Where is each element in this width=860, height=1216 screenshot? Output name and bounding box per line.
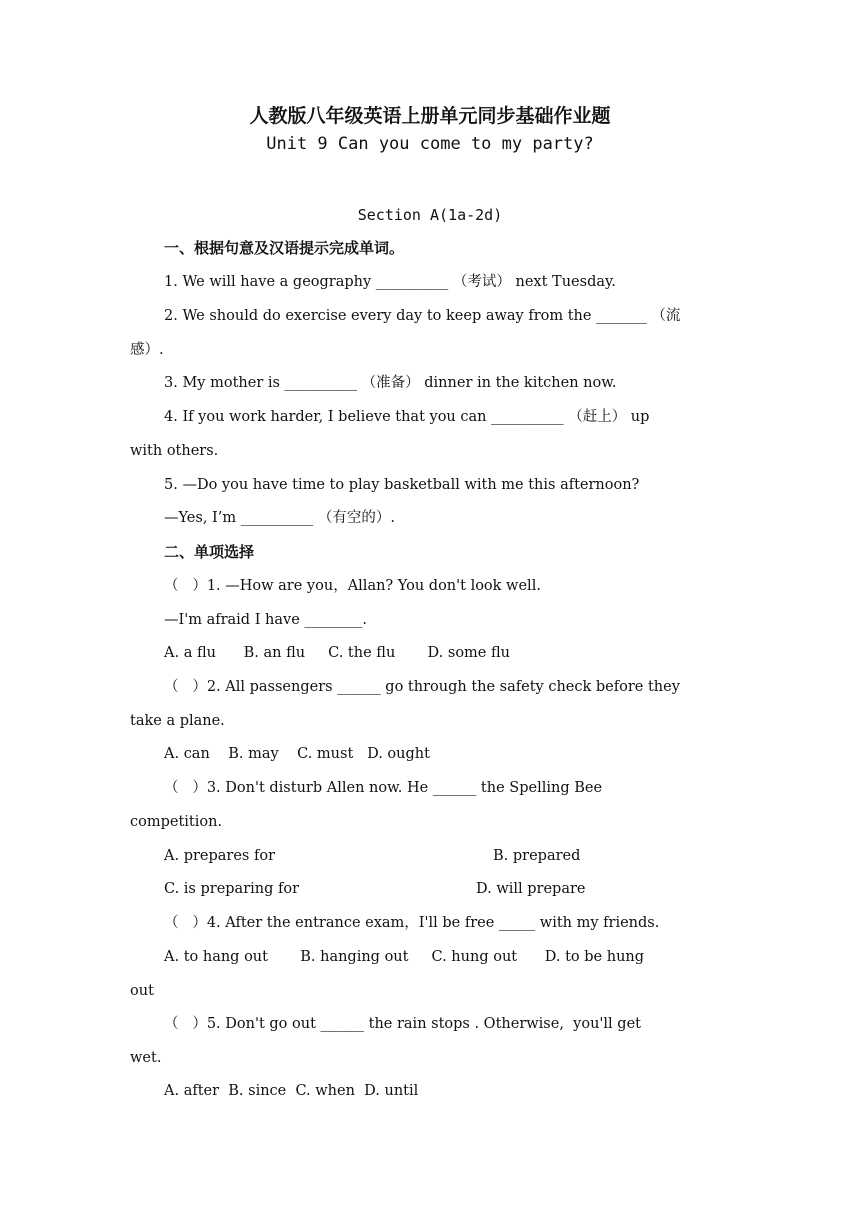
part2-question-5-options: A. after B. since C. when D. until [164, 1083, 419, 1099]
part1-question-2-line2: 感）. [130, 342, 164, 358]
part1-question-5-line1: 5. —Do you have time to play basketball with me this afternoon? [164, 477, 640, 493]
part1-question-1: 1. We will have a geography __________ （考试） next Tuesday. [164, 274, 616, 290]
part2-question-3-option-c: C. is preparing for [164, 881, 300, 897]
page-title: 人教版八年级英语上册单元同步基础作业题 [249, 105, 611, 127]
part2-question-3-option-a: A. prepares for [164, 848, 276, 864]
part1-heading: 一、根据句意及汉语提示完成单词。 [164, 239, 405, 257]
part1-question-4-line2: with others. [130, 443, 219, 459]
part2-question-3-line2: competition. [130, 814, 223, 830]
part2-question-3-option-d: D. will prepare [476, 881, 586, 897]
part2-question-5-line2: wet. [130, 1050, 162, 1066]
part2-question-2-line2: take a plane. [130, 713, 225, 729]
part2-question-3-option-b: B. prepared [493, 848, 581, 864]
part1-question-5-line2: —Yes, I’m __________ （有空的）. [164, 510, 395, 526]
unit-title: Unit 9 Can you come to my party? [266, 134, 594, 154]
part2-question-4-line1: （ ）4. After the entrance exam，I'll be free _____ with my friends. [164, 915, 660, 931]
part2-question-2-line1: （ ）2. All passengers ______ go through the safety check before they [164, 679, 680, 695]
part2-question-1-line2: —I'm afraid I have ________. [164, 612, 367, 628]
part2-question-5-line1: （ ）5. Don't go out ______ the rain stops . Otherwise, you'll get [164, 1016, 641, 1032]
part2-question-4-line2: A. to hang out B. hanging out C. hung out D. to be hung [164, 949, 645, 965]
part1-question-2-line1: 2. We should do exercise every day to keep away from the _______ （流 [164, 308, 681, 324]
part2-question-4-line3: out [130, 983, 154, 999]
part2-question-1-options: A. a flu B. an flu C. the flu D. some flu [164, 645, 511, 661]
section-title: Section A(1a-2d) [357, 206, 503, 224]
part1-question-3: 3. My mother is __________ （准备） dinner in the kitchen now. [164, 375, 617, 391]
part2-question-2-options: A. can B. may C. must D. ought [164, 746, 430, 762]
part2-question-3-line1: （ ）3. Don't disturb Allen now. He ______ the Spelling Bee [164, 780, 603, 796]
part1-question-4-line1: 4. If you work harder, I believe that you can __________ （赶上） up [164, 409, 650, 425]
part2-heading: 二、单项选择 [164, 543, 255, 561]
part2-question-1-line1: （ ）1. —How are you，Allan? You don't look well. [164, 578, 541, 594]
